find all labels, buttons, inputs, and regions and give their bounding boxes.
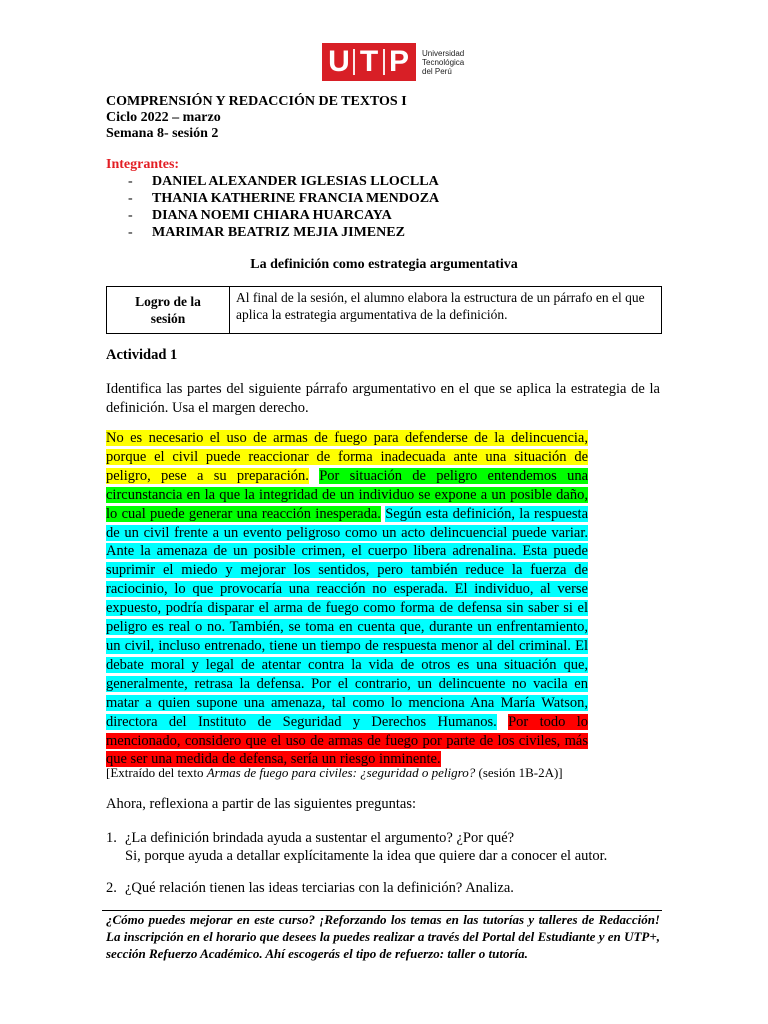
question-number: 2. [106, 880, 117, 896]
member-item [128, 174, 439, 190]
learning-goal-text: Al final de la sesión, el alumno elabora la estructura de un párrafo en el que aplica la estrategia argumentativa de la definición. [230, 287, 662, 334]
member-name: THANIA KATHERINE FRANCIA MENDOZA [152, 191, 440, 206]
question-item [106, 879, 514, 897]
bullet-dash: - [128, 191, 133, 206]
utp-logo-mark [322, 43, 416, 81]
member-item [128, 208, 392, 224]
bullet-dash: - [128, 225, 133, 240]
definition-highlight: Por situación de peligro entendemos una circunstancia en la que la integridad de un individuo se expone a un posible daño, lo cual puede generar una reacción inesperada. [106, 467, 589, 522]
conclusion-highlight: Por todo lo mencionado, considero que el uso de armas de fuego por parte de los civiles, más que ser una medida de defensa, sería un riesgo inminente. [106, 713, 588, 768]
logo-divider [353, 49, 355, 75]
members-label: Integrantes: [106, 157, 180, 172]
question-text: ¿Qué relación tienen las ideas terciarias con la definición? Analiza. [125, 880, 514, 896]
question-answer: Si, porque ayuda a detallar explícitamente la idea que quiere dar a conocer el autor. [125, 848, 608, 864]
source-title: Armas de fuego para civiles: ¿seguridad o peligro? [206, 765, 476, 780]
course-title: COMPRENSIÓN Y REDACCIÓN DE TEXTOS I [106, 94, 407, 109]
thesis-highlight: No es necesario el uso de armas de fuego para defenderse de la delincuencia, porque el civil puede reaccionar de forma inadecuada ante una situación de peligro, pese a su preparación. [106, 430, 588, 484]
reflection-prompt: Ahora, reflexiona a partir de las siguientes preguntas: [106, 796, 417, 812]
logo-divider [383, 49, 385, 75]
utp-logo [322, 43, 464, 81]
logo-letter-u: U [328, 45, 350, 78]
bullet-dash: - [128, 174, 133, 189]
argumentative-paragraph [106, 429, 588, 769]
activity-title: Actividad 1 [106, 347, 178, 363]
week-session-line: Semana 8- sesión 2 [106, 126, 219, 141]
question-item [106, 829, 514, 847]
activity-instruction: Identifica las partes del siguiente párrafo argumentativo en el que se aplica la estrategia de la definición. Usa el margen derecho. [106, 381, 660, 416]
learning-goal-label-line-2: sesión [150, 311, 186, 326]
footer-note: ¿Cómo puedes mejorar en este curso? ¡Reforzando los temas en las tutorías y talleres de Redacción! La inscripción en el horario que desees la puedes realizar a través del Portal del Estudiante y en UTP+, sección Refuerzo Académico. Ahí escogerás el tipo de refuerzo: taller o tutoría. [106, 912, 660, 961]
learning-goal-label-line-1: Logro de la [135, 294, 201, 309]
member-name: DANIEL ALEXANDER IGLESIAS LLOCLLA [152, 174, 439, 189]
logo-university-name [422, 49, 464, 76]
section-title: La definición como estrategia argumentativa [250, 257, 518, 272]
member-name: DIANA NOEMI CHIARA HUARCAYA [152, 208, 392, 223]
member-item [128, 225, 405, 241]
learning-goal-table [106, 286, 662, 334]
bullet-dash: - [128, 208, 133, 223]
member-item [128, 191, 439, 207]
logo-letter-t: T [359, 45, 379, 78]
member-name: MARIMAR BEATRIZ MEJIA JIMENEZ [152, 225, 405, 240]
learning-goal-label [107, 287, 230, 334]
logo-letter-p: P [388, 45, 409, 78]
logo-line-1: Universidad [422, 48, 465, 58]
logo-line-3: del Perú [422, 66, 452, 76]
logo-line-2: Tecnológica [422, 57, 465, 67]
development-highlight: Según esta definición, la respuesta de un civil frente a un evento peligroso como un acto delincuencial puede variar. Ante la amenaza de un posible crimen, el cuerpo libera adrenalina. Esta puede suprimir el miedo y mejorar los sentidos, pero también reduce la fuerza de raciocinio, lo que provocaría una reacción no esperada. El individuo, al verse expuesto, podría disparar el arma de fuego como forma de defensa sin saber si el peligro es real o no. También, se toma en cuenta que, durante un enfrentamiento, un civil, incluso entrenado, tiene un tiempo de respuesta menor al del criminal. El debate moral y legal de atentar contra la vida de otros es una situación que, generalmente, retrasa la defensa. Por el contrario, un delincuente no vacila en matar a quien supone una amenaza, tal como lo menciona Ana María Watson, directora del Instituto de Seguridad y Derechos Humanos. [106, 505, 589, 730]
question-number: 1. [106, 830, 117, 846]
source-citation [106, 765, 563, 781]
cycle-line: Ciclo 2022 – marzo [106, 110, 221, 125]
source-suffix: (sesión 1B-2A)] [475, 765, 563, 780]
question-text: ¿La definición brindada ayuda a sustentar el argumento? ¿Por qué? [125, 830, 515, 846]
source-prefix: [Extraído del texto [106, 765, 207, 780]
